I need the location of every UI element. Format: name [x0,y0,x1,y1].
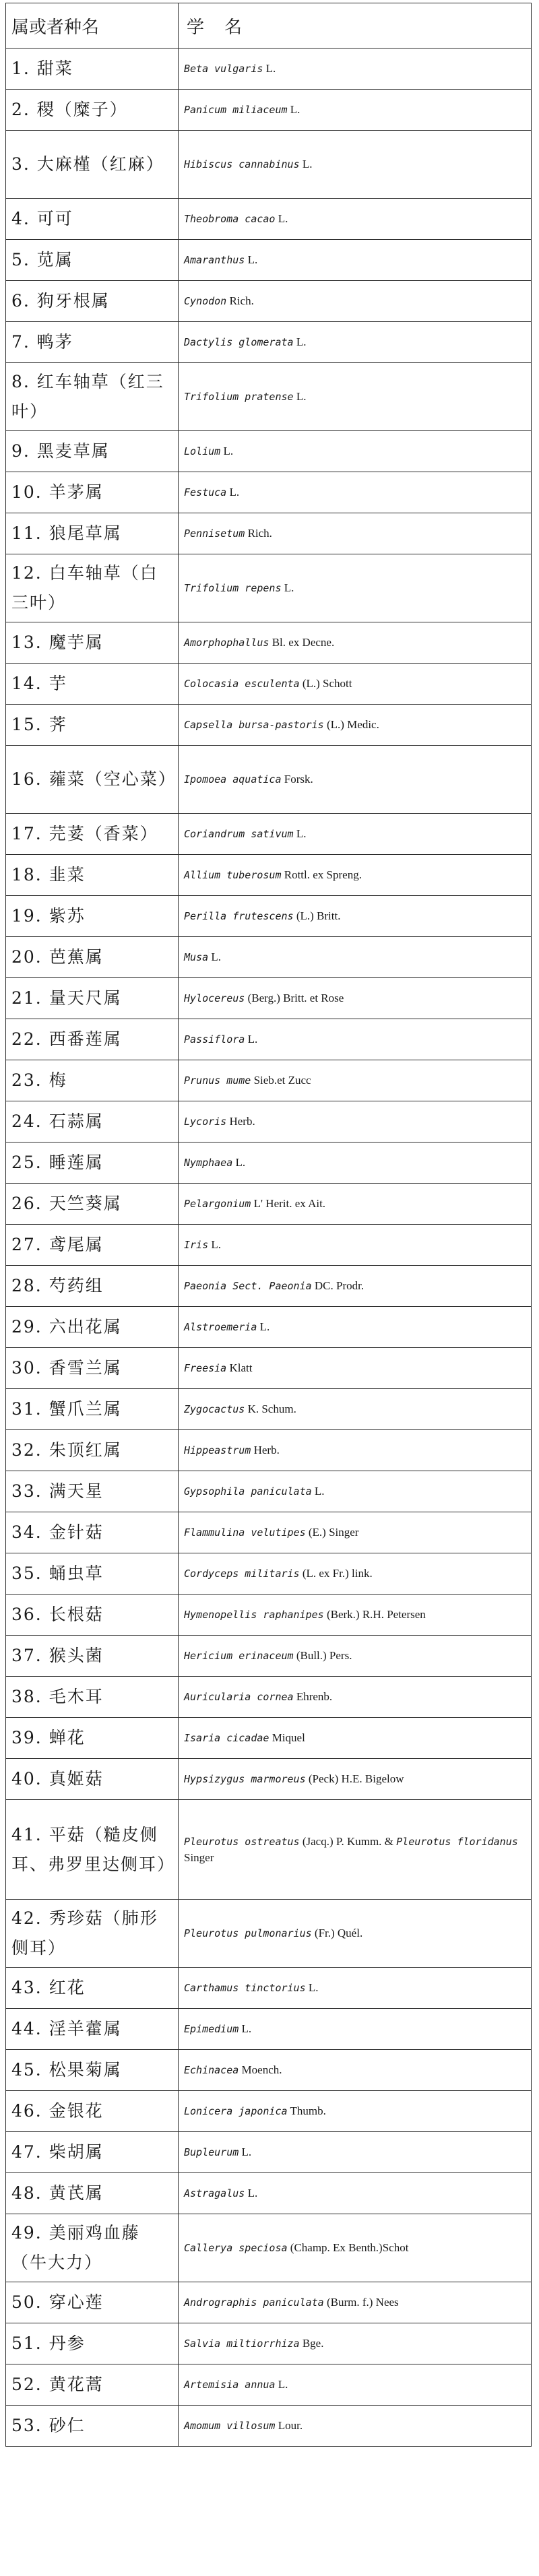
latin-binomial: Alstroemeria [184,1321,257,1333]
latin-binomial: Gypsophila paniculata [184,1485,312,1498]
scientific-name-cell [179,1553,532,1595]
scientific-name-cell [179,1184,532,1225]
latin-binomial: Trifolium repens [184,582,282,594]
author-citation: (Fr.) Quél. [311,1927,363,1939]
latin-binomial: Amorphophallus [184,637,270,649]
scientific-name-cell [179,978,532,1019]
author-citation: Singer [184,1850,214,1864]
author-citation: L' Herit. ex Ait. [251,1197,326,1210]
author-citation: Klatt [226,1361,253,1374]
latin-binomial: Paeonia Sect. Paeonia [184,1280,312,1292]
author-citation: L. [287,103,300,116]
author-citation: (L.) Medic. [323,718,379,731]
table-row [6,431,532,472]
table-row [6,199,532,240]
author-citation: L. [293,827,307,840]
scientific-name-cell [179,322,532,363]
table-row [6,1636,532,1677]
latin-binomial: Isaria cicadae [184,1732,270,1744]
species-name-cell: 33. 满天星 [6,1471,179,1512]
table-row [6,814,532,855]
scientific-name-cell [179,554,532,622]
scientific-name-cell [179,131,532,199]
author-citation: (E.) Singer [305,1526,359,1539]
species-name-cell: 23. 梅 [6,1060,179,1101]
latin-binomial: Artemisia annua [184,2379,276,2391]
table-row [6,746,532,814]
scientific-name-cell [179,814,532,855]
table-row [6,622,532,664]
scientific-name-cell [179,2364,532,2406]
author-citation: Thumb. [287,2104,326,2117]
table-row [6,131,532,199]
scientific-name-cell [179,2050,532,2091]
species-name-cell: 22. 西番莲属 [6,1019,179,1060]
author-citation: L. [263,62,276,75]
latin-binomial: Bupleurum [184,2146,239,2158]
scientific-name-cell [179,1101,532,1142]
scientific-name-cell [179,2214,532,2282]
species-name-cell: 39. 蝉花 [6,1718,179,1759]
species-name-cell: 31. 蟹爪兰属 [6,1389,179,1430]
species-name-cell: 11. 狼尾草属 [6,513,179,554]
table-row [6,978,532,1019]
latin-binomial: Hymenopellis raphanipes [184,1609,324,1621]
table-row [6,1389,532,1430]
scientific-name-cell [179,472,532,513]
latin-binomial: Capsella bursa-pastoris [184,719,324,731]
latin-binomial: Festuca [184,486,227,498]
table-row [6,1759,532,1800]
author-citation: (Burm. f.) Nees [323,2296,399,2309]
latin-binomial: Pennisetum [184,527,245,540]
author-citation: Forsk. [281,773,313,785]
latin-binomial: Hibiscus cannabinus [184,158,300,170]
table-row [6,937,532,978]
species-name-cell: 32. 朱顶红属 [6,1430,179,1471]
species-name-cell: 46. 金银花 [6,2091,179,2132]
author-citation: Miquel [269,1731,305,1744]
latin-binomial: Callerya speciosa [184,2242,288,2254]
scientific-name-cell [179,1595,532,1636]
author-citation: Rottl. ex Spreng. [281,868,362,881]
scientific-name-cell [179,1512,532,1553]
scientific-name-cell [179,1471,532,1512]
latin-binomial: Andrographis paniculata [184,2296,324,2309]
species-name-cell: 18. 韭菜 [6,855,179,896]
table-row [6,1101,532,1142]
species-name-cell: 9. 黑麦草属 [6,431,179,472]
species-name-cell: 20. 芭蕉属 [6,937,179,978]
header-genus-species: 属或者种名 [6,3,179,49]
scientific-name-cell [179,49,532,90]
author-citation: L. [281,581,294,594]
species-name-cell: 7. 鸭茅 [6,322,179,363]
table-row [6,2050,532,2091]
scientific-name-cell [179,2009,532,2050]
latin-binomial: Pleurotus floridanus [396,1835,518,1848]
latin-binomial: Iris [184,1239,209,1251]
scientific-name-cell [179,1677,532,1718]
scientific-name-cell [179,281,532,322]
author-citation: (L.) Schott [299,677,352,690]
table-row [6,1266,532,1307]
author-citation: L. [299,158,313,170]
latin-binomial: Hericium erinaceum [184,1650,294,1662]
scientific-name-cell [179,1636,532,1677]
table-row [6,90,532,131]
author-citation: L. [293,335,307,348]
species-name-cell: 16. 蕹菜（空心菜） [6,746,179,814]
table-row [6,2406,532,2447]
latin-binomial: Passiflora [184,1033,245,1045]
author-citation: L. [226,486,240,498]
author-citation: L. [239,2022,252,2035]
latin-binomial: Cordyceps militaris [184,1568,300,1580]
species-name-cell: 3. 大麻槿（红麻） [6,131,179,199]
scientific-name-cell [179,2173,532,2214]
scientific-name-cell [179,1225,532,1266]
table-row [6,49,532,90]
species-name-cell: 17. 芫荽（香菜） [6,814,179,855]
scientific-name-cell [179,1142,532,1184]
author-citation: L. [208,1238,222,1251]
author-citation: (Peck) H.E. Bigelow [305,1772,404,1785]
latin-binomial: Epimedium [184,2023,239,2035]
table-row [6,554,532,622]
table-row [6,1430,532,1471]
species-name-cell: 41. 平菇（糙皮侧耳、弗罗里达侧耳） [6,1800,179,1900]
latin-binomial: Coriandrum sativum [184,828,294,840]
table-row [6,1142,532,1184]
species-name-cell: 5. 苋属 [6,240,179,281]
table-row [6,322,532,363]
scientific-name-cell [179,2323,532,2364]
species-name-cell: 19. 紫苏 [6,896,179,937]
latin-binomial: Hylocereus [184,992,245,1004]
latin-binomial: Lycoris [184,1116,227,1128]
latin-binomial: Amaranthus [184,254,245,266]
author-citation: L. [293,390,307,403]
latin-binomial: Pleurotus pulmonarius [184,1927,312,1939]
scientific-name-cell [179,363,532,431]
table-row [6,1968,532,2009]
scientific-name-cell [179,855,532,896]
author-citation: L. [245,2187,258,2199]
species-name-cell: 34. 金针菇 [6,1512,179,1553]
scientific-name-cell [179,199,532,240]
species-name-cell: 13. 魔芋属 [6,622,179,664]
table-row [6,1348,532,1389]
species-name-cell: 21. 量天尺属 [6,978,179,1019]
table-row [6,2364,532,2406]
author-citation: L. [245,253,258,266]
species-name-cell: 1. 甜菜 [6,49,179,90]
species-name-cell: 49. 美丽鸡血藤（牛大力） [6,2214,179,2282]
author-citation: DC. Prodr. [311,1279,364,1292]
author-citation: Moench. [239,2063,282,2076]
table-row [6,1553,532,1595]
latin-binomial: Ipomoea aquatica [184,773,282,785]
species-name-cell: 36. 长根菇 [6,1595,179,1636]
species-name-cell: 14. 芋 [6,664,179,705]
latin-binomial: Salvia miltiorrhiza [184,2338,300,2350]
latin-binomial: Pleurotus ostreatus [184,1835,300,1848]
latin-binomial: Lonicera japonica [184,2105,288,2117]
latin-binomial: Theobroma cacao [184,213,276,225]
table-row [6,1471,532,1512]
latin-binomial: Flammulina velutipes [184,1526,306,1539]
table-row [6,705,532,746]
species-name-cell: 26. 天竺葵属 [6,1184,179,1225]
author-citation: L. [305,1981,319,1994]
species-name-cell: 25. 睡莲属 [6,1142,179,1184]
latin-binomial: Auricularia cornea [184,1691,294,1703]
scientific-name-cell [179,2282,532,2323]
table-row [6,1800,532,1900]
author-citation: Rich. [245,527,272,540]
scientific-name-cell [179,2406,532,2447]
author-citation: L. [311,1485,325,1498]
latin-binomial: Hypsizygus marmoreus [184,1773,306,1785]
latin-binomial: Hippeastrum [184,1444,251,1456]
latin-binomial: Astragalus [184,2187,245,2199]
header-scientific-name: 学名 [179,3,532,49]
scientific-name-cell [179,513,532,554]
species-name-cell: 37. 猴头菌 [6,1636,179,1677]
scientific-name-cell [179,705,532,746]
scientific-name-cell [179,1307,532,1348]
scientific-name-cell [179,90,532,131]
table-row [6,855,532,896]
latin-binomial: Prunus mume [184,1074,251,1087]
author-citation: L. [239,2146,252,2158]
table-row [6,1184,532,1225]
species-name-cell: 47. 柴胡属 [6,2132,179,2173]
species-name-cell: 6. 狗牙根属 [6,281,179,322]
scientific-name-cell [179,746,532,814]
species-name-cell: 50. 穿心莲 [6,2282,179,2323]
latin-binomial: Pelargonium [184,1198,251,1210]
scientific-name-cell [179,1430,532,1471]
table-header-row [6,3,532,49]
latin-binomial: Carthamus tinctorius [184,1982,306,1994]
table-row [6,2282,532,2323]
species-name-cell: 4. 可可 [6,199,179,240]
scientific-name-cell [179,2091,532,2132]
table-row [6,2132,532,2173]
latin-binomial: Zygocactus [184,1403,245,1415]
latin-binomial: Beta vulgaris [184,63,263,75]
scientific-name-cell [179,664,532,705]
latin-binomial: Allium tuberosum [184,869,282,881]
table-row [6,1512,532,1553]
species-name-cell: 53. 砂仁 [6,2406,179,2447]
table-row [6,2214,532,2282]
scientific-name-cell [179,2132,532,2173]
species-name-cell: 42. 秀珍菇（肺形侧耳） [6,1900,179,1968]
author-citation: K. Schum. [245,1403,296,1415]
scientific-name-cell [179,1900,532,1968]
scientific-name-cell [179,1759,532,1800]
author-citation: L. [275,2378,288,2391]
scientific-name-cell [179,1266,532,1307]
author-citation: (Bull.) Pers. [293,1649,352,1662]
species-name-cell: 43. 红花 [6,1968,179,2009]
table-row [6,2091,532,2132]
author-citation: Sieb.et Zucc [251,1074,311,1087]
table-row [6,363,532,431]
species-name-cell: 8. 红车轴草（红三叶） [6,363,179,431]
author-citation: L. [257,1320,270,1333]
scientific-name-cell [179,1718,532,1759]
latin-binomial: Amomum villosum [184,2420,276,2432]
latin-binomial: Cynodon [184,295,227,307]
scientific-name-cell [179,622,532,664]
scientific-name-cell [179,1800,532,1900]
table-row [6,2009,532,2050]
table-row [6,1019,532,1060]
table-row [6,1677,532,1718]
species-name-cell: 10. 羊茅属 [6,472,179,513]
species-name-cell: 52. 黄花蒿 [6,2364,179,2406]
latin-binomial: Panicum miliaceum [184,104,288,116]
species-name-cell: 48. 黄芪属 [6,2173,179,2214]
table-row [6,281,532,322]
scientific-name-cell [179,240,532,281]
latin-binomial: Musa [184,951,209,963]
table-row [6,1307,532,1348]
author-citation: (Champ. Ex Benth.)Schot [287,2241,409,2254]
species-name-cell: 44. 淫羊藿属 [6,2009,179,2050]
author-citation: L. [232,1156,246,1169]
author-citation: Bl. ex Decne. [269,636,335,649]
species-name-cell: 28. 芍药组 [6,1266,179,1307]
species-name-cell: 12. 白车轴草（白三叶） [6,554,179,622]
scientific-name-cell [179,1019,532,1060]
table-row [6,513,532,554]
scientific-name-cell [179,1348,532,1389]
scientific-name-cell [179,1060,532,1101]
author-citation: L. [245,1033,258,1045]
table-row [6,1060,532,1101]
table-row [6,1718,532,1759]
author-citation: Rich. [226,294,254,307]
table-body [6,49,532,2447]
author-citation: Ehrenb. [293,1690,333,1703]
author-citation: Bge. [299,2337,324,2350]
latin-binomial: Nymphaea [184,1157,233,1169]
table-row [6,2323,532,2364]
author-citation: L. [208,951,222,963]
table-row [6,1225,532,1266]
author-citation: (Jacq.) P. Kumm. & [299,1834,397,1848]
species-name-cell: 27. 鸢尾属 [6,1225,179,1266]
scientific-name-cell [179,1968,532,2009]
table-row [6,1595,532,1636]
species-name-cell: 29. 六出花属 [6,1307,179,1348]
author-citation: (L. ex Fr.) link. [299,1567,373,1580]
species-name-cell: 38. 毛木耳 [6,1677,179,1718]
author-citation: Herb. [251,1444,280,1456]
table-row [6,2173,532,2214]
latin-binomial: Trifolium pratense [184,391,294,403]
author-citation: Herb. [226,1115,255,1128]
species-name-cell: 15. 荠 [6,705,179,746]
species-name-cell: 24. 石蒜属 [6,1101,179,1142]
latin-binomial: Perilla frutescens [184,910,294,922]
table-row [6,1900,532,1968]
species-name-cell: 35. 蛹虫草 [6,1553,179,1595]
latin-binomial: Lolium [184,445,221,457]
table-row [6,472,532,513]
latin-binomial: Colocasia esculenta [184,678,300,690]
author-citation: (Berk.) R.H. Petersen [323,1608,426,1621]
scientific-name-cell [179,896,532,937]
species-name-cell: 51. 丹参 [6,2323,179,2364]
author-citation: (L.) Britt. [293,909,341,922]
author-citation: L. [275,212,288,225]
author-citation: (Berg.) Britt. et Rose [245,992,344,1004]
latin-binomial: Echinacea [184,2064,239,2076]
latin-binomial: Freesia [184,1362,227,1374]
species-name-cell: 45. 松果菊属 [6,2050,179,2091]
table-row [6,240,532,281]
latin-binomial: Dactylis glomerata [184,336,294,348]
author-citation: L. [220,445,234,457]
scientific-name-cell [179,1389,532,1430]
table-row [6,664,532,705]
species-name-cell: 30. 香雪兰属 [6,1348,179,1389]
species-table [5,3,532,2447]
scientific-name-cell [179,937,532,978]
species-name-cell: 2. 稷（糜子） [6,90,179,131]
species-name-cell: 40. 真姬菇 [6,1759,179,1800]
author-citation: Lour. [275,2419,303,2432]
table-row [6,896,532,937]
scientific-name-cell [179,431,532,472]
